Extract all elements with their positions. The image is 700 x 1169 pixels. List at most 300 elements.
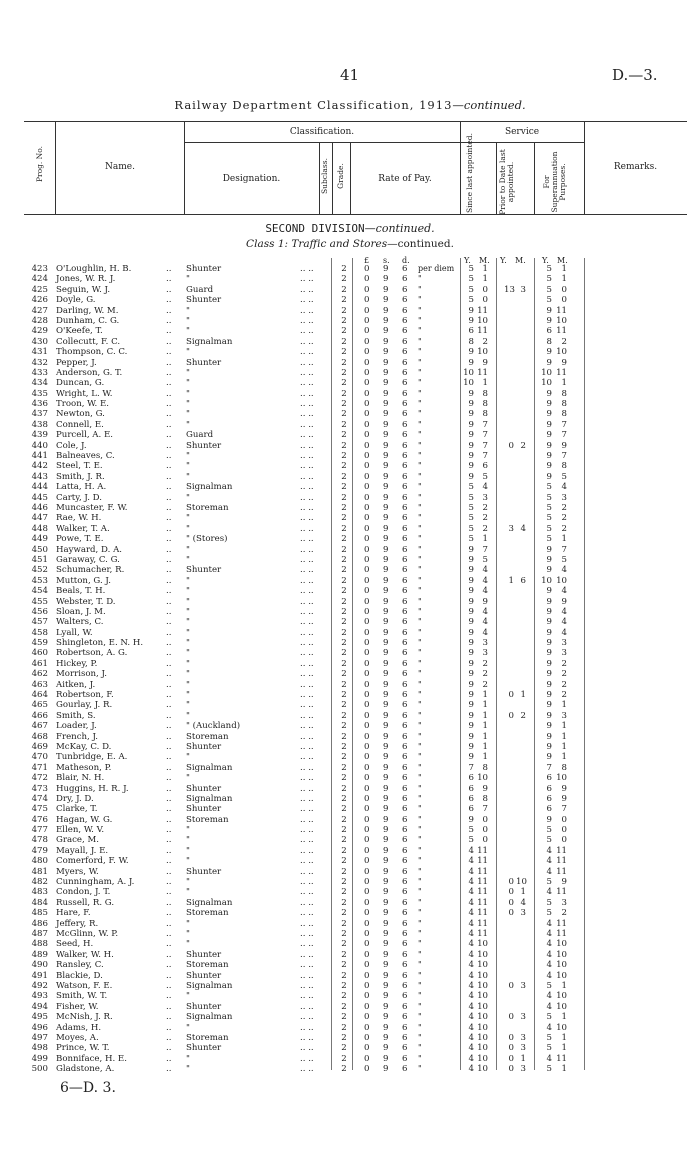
cell-since-months: 11 [477,929,488,939]
cell-name: French, J. [56,731,99,742]
cell-super-months: 2 [561,690,567,701]
cell-prog-no: 492 [31,980,48,991]
cell-grade: 2 [341,679,347,690]
leader-dots: .. .. [300,274,314,285]
cell-name: Smith, S. [56,710,96,721]
leader-dots: .. [166,980,172,991]
cell-name: Walters, C. [56,617,104,628]
cell-designation: " [186,918,190,929]
leader-dots: .. [166,534,172,545]
cell-super-years: 9 [546,710,552,721]
cell-shillings: 9 [383,451,389,462]
cell-since-years: 10 [463,378,474,389]
leader-dots: .. .. [300,357,314,368]
cell-pounds: 0 [364,783,370,794]
cell-super-months: 10 [556,949,567,960]
footer-code: 6—D. 3. [60,1080,116,1096]
leader-dots: .. .. [300,440,314,451]
cell-prog-no: 441 [31,451,48,462]
cell-super-months: 2 [561,669,567,680]
cell-shillings: 9 [383,814,389,825]
cell-since-years: 9 [468,315,474,326]
leader-dots: .. .. [300,929,314,939]
cell-rate-unit: " [418,347,422,357]
cell-name: Muncaster, F. W. [56,502,128,513]
cell-shillings: 9 [383,1012,389,1023]
cell-shillings: 9 [383,731,389,742]
cell-since-years: 9 [468,814,474,825]
cell-designation: Shunter [186,295,222,306]
cell-prog-no: 464 [31,690,48,701]
cell-super-years: 5 [546,1012,552,1023]
document-code: D.—3. [612,66,658,84]
cell-super-months: 4 [561,565,567,576]
unit-months-super: M. [557,256,568,265]
cell-name: Thompson, C. C. [56,347,128,358]
cell-since-months: 5 [482,471,488,482]
table-row [0,264,700,274]
cell-since-years: 4 [468,856,474,867]
cell-name: Lyall, W. [56,627,93,638]
cell-pounds: 0 [364,357,370,368]
cell-super-years: 6 [546,773,552,784]
table-row [0,939,700,949]
cell-super-years: 10 [541,378,552,389]
cell-name: Powe, T. E. [56,534,104,545]
cell-super-years: 5 [546,534,552,545]
cell-since-months: 11 [477,897,488,908]
leader-dots: .. [166,326,172,337]
cell-super-months: 10 [556,347,567,358]
cell-pounds: 0 [364,606,370,617]
cell-prog-no: 440 [31,440,48,451]
cell-super-months: 11 [556,887,567,898]
cell-super-years: 9 [546,752,552,763]
cell-pence: 6 [402,710,408,721]
cell-designation: Storeman [186,908,229,919]
leader-dots: .. .. [300,326,314,337]
cell-super-years: 6 [546,326,552,337]
cell-shillings: 9 [383,617,389,628]
leader-dots: .. [166,419,172,430]
cell-since-months: 1 [482,264,488,274]
cell-grade: 2 [341,357,347,368]
cell-rate-unit: " [418,658,422,668]
leader-dots: .. [166,606,172,617]
cell-since-years: 5 [468,835,474,846]
cell-pence: 6 [402,783,408,794]
cell-shillings: 9 [383,606,389,617]
cell-shillings: 9 [383,284,389,295]
cell-shillings: 9 [383,658,389,669]
cell-since-years: 5 [468,523,474,534]
leader-dots: .. [166,897,172,908]
cell-pence: 6 [402,336,408,347]
table-body [0,264,700,1074]
cell-pence: 6 [402,825,408,836]
cell-shillings: 9 [383,877,389,888]
cell-pence: 6 [402,1053,408,1064]
cell-prior-months: 2 [520,440,526,451]
cell-prior-years: 1 [508,575,514,586]
cell-grade: 2 [341,502,347,513]
cell-grade: 2 [341,482,347,493]
cell-name: Grace, M. [56,835,99,846]
cell-rate-unit: " [418,741,422,751]
cell-pounds: 0 [364,295,370,306]
cell-pence: 6 [402,264,408,274]
cell-grade: 2 [341,721,347,732]
leader-dots: .. [166,908,172,919]
cell-prog-no: 496 [31,1022,48,1033]
leader-dots: .. .. [300,877,314,888]
header-rate: Rate of Pay. [378,174,432,184]
cell-prog-no: 483 [31,887,48,898]
cell-shillings: 9 [383,627,389,638]
cell-prior-months: 3 [520,908,526,919]
table-row [0,991,700,1001]
leader-dots: .. .. [300,1022,314,1033]
header-rule [534,142,535,214]
leader-dots: .. [166,752,172,763]
cell-grade: 2 [341,1043,347,1054]
cell-since-months: 1 [482,274,488,285]
cell-since-years: 9 [468,638,474,649]
leader-dots: .. .. [300,1053,314,1064]
cell-prog-no: 472 [31,773,48,784]
cell-super-years: 5 [546,502,552,513]
leader-dots: .. [166,513,172,524]
cell-pounds: 0 [364,502,370,513]
cell-shillings: 9 [383,845,389,856]
cell-pounds: 0 [364,430,370,441]
cell-prog-no: 450 [31,544,48,555]
cell-pounds: 0 [364,918,370,929]
cell-designation: Storeman [186,960,229,971]
leader-dots: .. [166,367,172,378]
cell-grade: 2 [341,887,347,898]
cell-since-years: 9 [468,648,474,659]
leader-dots: .. .. [300,752,314,763]
leader-dots: .. .. [300,970,314,981]
cell-super-years: 4 [546,1001,552,1012]
cell-prog-no: 428 [31,315,48,326]
table-row [0,597,700,607]
cell-since-months: 4 [482,627,488,638]
cell-super-months: 8 [561,762,567,773]
cell-super-years: 9 [546,565,552,576]
cell-designation: " (Auckland) [186,721,241,732]
leader-dots: .. [166,347,172,358]
cell-prog-no: 446 [31,502,48,513]
cell-pence: 6 [402,315,408,326]
cell-since-years: 9 [468,700,474,711]
header-since-last: Since last appointed. [465,133,474,213]
header-superannuation: For Superannuation Purposes. [542,151,567,213]
leader-dots: .. .. [300,617,314,628]
cell-prior-years: 0 [508,1012,514,1023]
table-row [0,513,700,523]
leader-dots: .. [166,866,172,877]
cell-since-months: 4 [482,617,488,628]
cell-super-years: 4 [546,856,552,867]
cell-since-years: 9 [468,419,474,430]
cell-pounds: 0 [364,586,370,597]
cell-name: Prince, W. T. [56,1043,110,1054]
cell-since-months: 1 [482,731,488,742]
leader-dots: .. .. [300,939,314,950]
leader-dots: .. [166,710,172,721]
cell-super-months: 9 [561,783,567,794]
cell-name: Blair, N. H. [56,773,105,784]
cell-prog-no: 458 [31,627,48,638]
cell-grade: 2 [341,627,347,638]
cell-since-months: 1 [482,534,488,545]
cell-since-years: 9 [468,658,474,669]
cell-pence: 6 [402,648,408,659]
cell-rate-unit: " [418,1022,422,1032]
cell-rate-unit: " [418,866,422,876]
leader-dots: .. .. [300,399,314,410]
table-row [0,835,700,845]
cell-since-months: 1 [482,752,488,763]
cell-since-years: 9 [468,752,474,763]
cell-rate-unit: " [418,679,422,689]
leader-dots: .. .. [300,960,314,971]
cell-super-years: 4 [546,929,552,939]
class-title [0,238,700,250]
leader-dots: .. .. [300,1064,314,1075]
cell-grade: 2 [341,877,347,888]
cell-designation: Shunter [186,866,222,877]
cell-shillings: 9 [383,679,389,690]
cell-name: Clarke, T. [56,804,98,815]
cell-super-months: 10 [556,773,567,784]
cell-since-years: 9 [468,399,474,410]
cell-designation: " [186,627,190,638]
cell-prior-months: 3 [520,1064,526,1075]
leader-dots: .. [166,648,172,659]
cell-prog-no: 444 [31,482,48,493]
cell-since-years: 9 [468,461,474,472]
cell-rate-unit: " [418,575,422,585]
cell-prior-months: 1 [520,887,526,898]
leader-dots: .. [166,877,172,888]
unit-years-prior: Y. [500,256,507,265]
cell-super-years: 6 [546,793,552,804]
leader-dots: .. .. [300,741,314,752]
cell-pence: 6 [402,347,408,358]
cell-super-months: 7 [561,451,567,462]
cell-name: Loader, J. [56,721,97,732]
cell-grade: 2 [341,544,347,555]
cell-super-years: 9 [546,388,552,399]
cell-shillings: 9 [383,388,389,399]
cell-pence: 6 [402,970,408,981]
cell-since-years: 9 [468,731,474,742]
cell-since-years: 5 [468,264,474,274]
cell-name: Huggins, H. R. J. [56,783,129,794]
cell-since-years: 9 [468,679,474,690]
table-row [0,1064,700,1074]
cell-rate-unit: " [418,793,422,803]
leader-dots: .. [166,399,172,410]
cell-name: Myers, W. [56,866,99,877]
cell-since-years: 8 [468,336,474,347]
leader-dots: .. .. [300,638,314,649]
cell-name: O'Loughlin, H. B. [56,264,132,274]
leader-dots: .. [166,502,172,513]
cell-shillings: 9 [383,274,389,285]
cell-super-years: 5 [546,264,552,274]
cell-name: Cunningham, A. J. [56,877,135,888]
cell-name: Hagan, W. G. [56,814,113,825]
leader-dots: .. .. [300,918,314,929]
cell-super-years: 4 [546,887,552,898]
cell-designation: " [186,554,190,565]
cell-prog-no: 437 [31,409,48,420]
table-row [0,1043,700,1053]
cell-rate-unit: " [418,305,422,315]
cell-name: Doyle, G. [56,295,96,306]
cell-grade: 2 [341,523,347,534]
cell-rate-unit: " [418,1043,422,1053]
cell-pounds: 0 [364,440,370,451]
cell-shillings: 9 [383,741,389,752]
cell-prior-years: 0 [508,897,514,908]
leader-dots: .. [166,586,172,597]
cell-pence: 6 [402,1043,408,1054]
cell-pence: 6 [402,482,408,493]
cell-shillings: 9 [383,648,389,659]
cell-shillings: 9 [383,586,389,597]
cell-super-years: 9 [546,814,552,825]
cell-since-years: 9 [468,690,474,701]
cell-shillings: 9 [383,710,389,721]
leader-dots: .. .. [300,315,314,326]
cell-since-months: 0 [482,825,488,836]
cell-prog-no: 456 [31,606,48,617]
cell-super-years: 4 [546,960,552,971]
cell-designation: " [186,471,190,482]
cell-name: Watson, F. E. [56,980,113,991]
table-row [0,1054,700,1064]
cell-shillings: 9 [383,326,389,337]
cell-designation: " [186,1053,190,1064]
cell-designation: " [186,690,190,701]
cell-prog-no: 481 [31,866,48,877]
cell-super-months: 2 [561,513,567,524]
cell-name: Blackie, D. [56,970,103,981]
cell-name: Adams, H. [56,1022,102,1033]
leader-dots: .. [166,669,172,680]
leader-dots: .. [166,690,172,701]
cell-pounds: 0 [364,773,370,784]
cell-name: Smith, W. T. [56,991,108,1002]
table-row [0,399,700,409]
cell-pence: 6 [402,918,408,929]
table-row [0,1023,700,1033]
cell-super-months: 10 [556,1001,567,1012]
cell-pence: 6 [402,430,408,441]
cell-shillings: 9 [383,752,389,763]
cell-since-months: 11 [477,845,488,856]
cell-designation: Shunter [186,264,222,274]
leader-dots: .. .. [300,347,314,358]
cell-rate-unit: " [418,471,422,481]
cell-since-years: 4 [468,887,474,898]
cell-since-years: 4 [468,960,474,971]
leader-dots: .. .. [300,731,314,742]
cell-since-months: 5 [482,554,488,565]
cell-pence: 6 [402,419,408,430]
cell-pence: 6 [402,762,408,773]
cell-grade: 2 [341,409,347,420]
cell-designation: " [186,1064,190,1075]
cell-since-years: 9 [468,606,474,617]
table-row [0,752,700,762]
cell-prog-no: 468 [31,731,48,742]
leader-dots: .. [166,617,172,628]
cell-prog-no: 495 [31,1012,48,1023]
cell-pence: 6 [402,367,408,378]
cell-designation: " [186,877,190,888]
cell-grade: 2 [341,492,347,503]
division-suffix: —continued. [364,222,435,235]
cell-shillings: 9 [383,949,389,960]
cell-name: Connell, E. [56,419,104,430]
cell-since-months: 10 [477,1022,488,1033]
cell-prog-no: 460 [31,648,48,659]
cell-since-years: 9 [468,586,474,597]
cell-grade: 2 [341,856,347,867]
cell-super-months: 5 [561,471,567,482]
cell-designation: " [186,596,190,607]
cell-super-months: 10 [556,991,567,1002]
cell-shillings: 9 [383,866,389,877]
unit-months-since: M. [479,256,490,265]
cell-designation: " [186,658,190,669]
cell-name: Fisher, W. [56,1001,99,1012]
cell-pounds: 0 [364,544,370,555]
cell-grade: 2 [341,918,347,929]
cell-designation: " [186,399,190,410]
cell-grade: 2 [341,264,347,274]
cell-super-months: 9 [561,793,567,804]
cell-grade: 2 [341,970,347,981]
cell-shillings: 9 [383,1032,389,1043]
cell-grade: 2 [341,586,347,597]
cell-designation: " [186,347,190,358]
cell-designation: Shunter [186,1001,222,1012]
table-row [0,565,700,575]
cell-name: Smith, J. R. [56,471,105,482]
cell-shillings: 9 [383,523,389,534]
cell-grade: 2 [341,565,347,576]
cell-super-years: 9 [546,617,552,628]
cell-pounds: 0 [364,762,370,773]
cell-grade: 2 [341,617,347,628]
leader-dots: .. [166,430,172,441]
cell-pounds: 0 [364,378,370,389]
table-row [0,711,700,721]
leader-dots: .. .. [300,367,314,378]
cell-grade: 2 [341,793,347,804]
cell-grade: 2 [341,960,347,971]
cell-name: Latta, H. A. [56,482,107,493]
cell-super-years: 9 [546,315,552,326]
cell-prog-no: 475 [31,804,48,815]
